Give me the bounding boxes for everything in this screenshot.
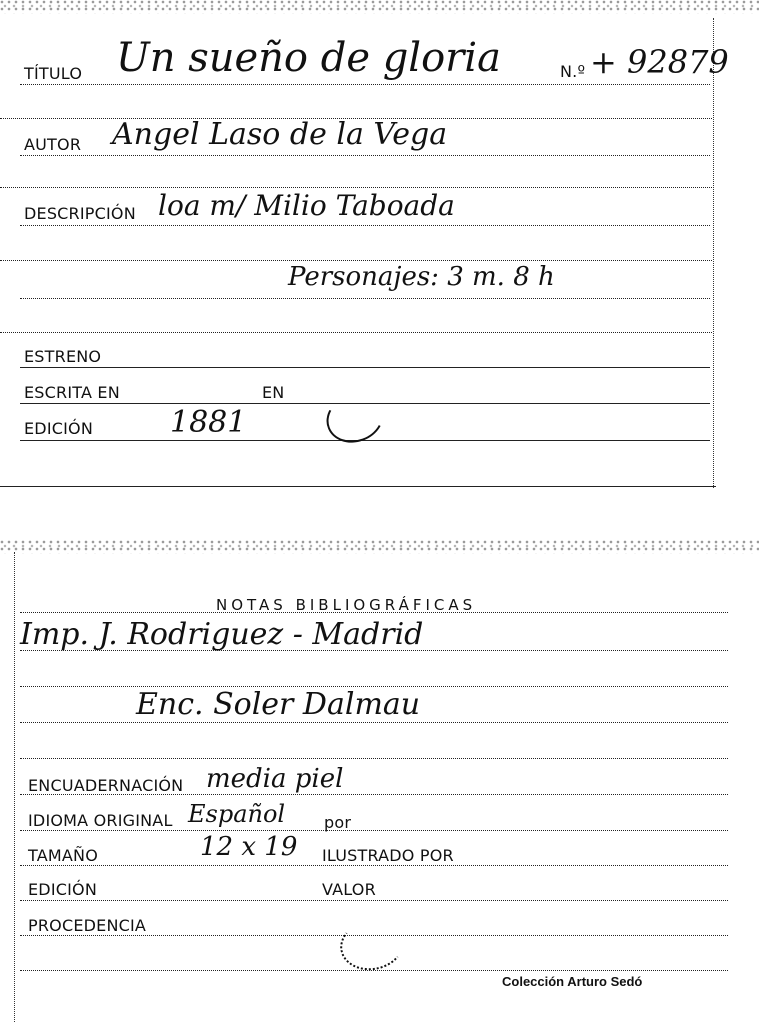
titulo-value: Un sueño de gloria (116, 35, 501, 81)
escrita-label: ESCRITA EN (24, 383, 120, 402)
top-catalog-card (0, 0, 759, 495)
procedencia-label: PROCEDENCIA (28, 916, 147, 935)
rule-descripcion (20, 225, 710, 226)
bottom-catalog-card (0, 540, 759, 1028)
idioma-label: IDIOMA ORIGINAL (28, 811, 173, 830)
numero-value: + 92879 (590, 43, 729, 81)
numero-label: N.º (560, 62, 586, 81)
rule-personajes (20, 298, 710, 299)
edicion-label: EDICIÓN (24, 419, 94, 438)
encuadernacion-label: ENCUADERNACIÓN (28, 776, 184, 795)
rule-blank-2 (0, 187, 712, 188)
ilustrado-label: ILUSTRADO POR (322, 846, 454, 865)
estreno-label: ESTRENO (24, 347, 102, 366)
en-label: EN (262, 383, 285, 402)
valor-label: VALOR (322, 880, 376, 899)
card-right-border (713, 18, 714, 488)
descripcion-value: loa m/ Milio Taboada (158, 189, 455, 222)
rule-estreno (20, 367, 710, 368)
idioma-value: Español (188, 800, 286, 828)
punch-hole-mark-2 (336, 915, 408, 975)
edicion-label-2: EDICIÓN (28, 880, 98, 899)
por-label: por (324, 813, 352, 832)
rule-tamano (20, 865, 728, 866)
edicion-value: 1881 (170, 405, 247, 440)
rule-idioma (20, 830, 728, 831)
card-bottom-border (0, 486, 716, 487)
titulo-label: TÍTULO (24, 64, 83, 83)
rule-heading (20, 612, 728, 613)
personajes-value: Personajes: 3 m. 8 h (288, 262, 555, 292)
rule-edicion-2 (20, 900, 728, 901)
rule-note-4 (20, 758, 728, 759)
tamano-value: 12 x 19 (200, 832, 298, 862)
encuadernacion-value: media piel (206, 764, 344, 794)
card-left-border (14, 552, 15, 1022)
note-line-1: Imp. J. Rodriguez - Madrid (20, 617, 424, 652)
rule-encuadernacion (20, 794, 728, 795)
descripcion-label: DESCRIPCIÓN (24, 204, 136, 223)
rule-note-1 (20, 650, 728, 651)
rule-autor (20, 155, 710, 156)
rule-edicion (20, 440, 710, 441)
note-line-2: Enc. Soler Dalmau (136, 687, 421, 722)
card-top-edge (0, 0, 759, 14)
rule-note-3 (20, 722, 728, 723)
notas-heading: NOTAS BIBLIOGRÁFICAS (216, 596, 477, 614)
collection-footer: Colección Arturo Sedó (502, 974, 643, 989)
rule-blank-3 (0, 260, 712, 261)
rule-blank-5 (20, 970, 728, 971)
autor-label: AUTOR (24, 135, 82, 154)
tamano-label: TAMAÑO (28, 846, 98, 865)
autor-value: Angel Laso de la Vega (112, 117, 448, 152)
card-top-edge-2 (0, 540, 759, 554)
rule-titulo (20, 84, 710, 85)
rule-blank-4 (0, 332, 712, 333)
